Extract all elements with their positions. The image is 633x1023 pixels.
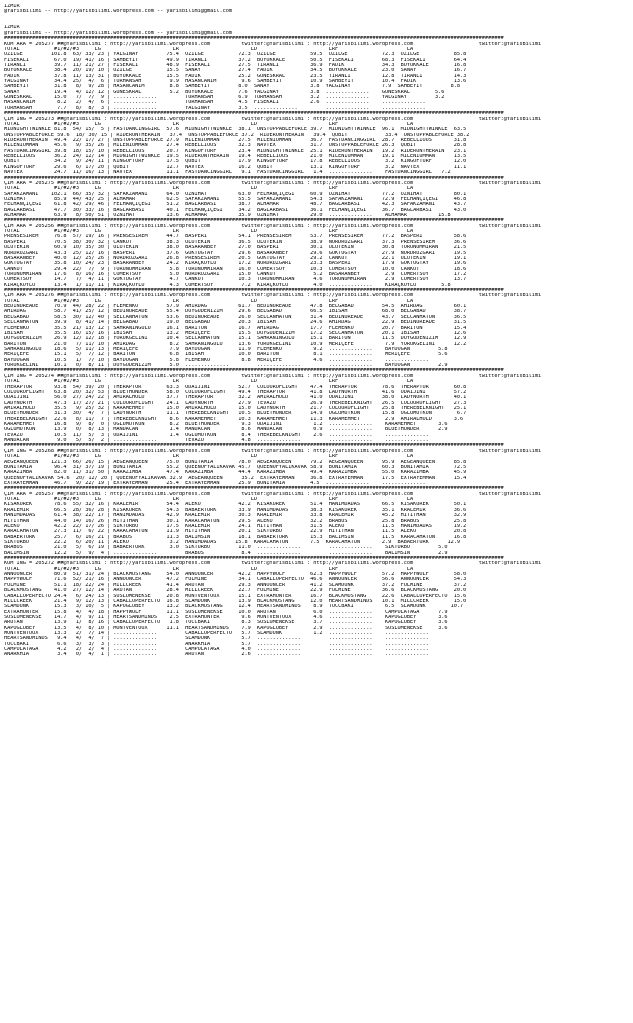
race-block: [4, 288, 633, 368]
horse-row: GÖKTUGTAY 35.8 10/ 24/ 23 | BASARANBEY 24.2 KIRAÇKÖYLÜ 17.2 NORDRÜZGARI 23.3 BASPERI 17.9 GÖKTUGTAY 19.6: [4, 261, 467, 267]
credit-line: @YarisBilimi -- http://yarisbilimi.wordpress.com -- yarisbilimi@gmail.com: [4, 9, 232, 15]
horse-row: EXTRAHUNTER 15.8 4/ 4/ 18 | HAPPYWOLF 11.1 SÜSLÜMENEKSE 10.0 ARUTAN 6.0 .............. CAMPOLATAGA 7.9: [4, 609, 448, 615]
horse-row: ULUTEKIN 60.9 10/ 35/ 30 | ULUTEKIN 38.0 BASARANBEY 27.0 BASPERI 30.1 ULUTEKIN 30.8 TORUNUMMIRAN 21.5: [4, 245, 467, 251]
column-header: TOTAL #1/#2/#3 LG LR LD LRF LA: [4, 121, 414, 127]
horse-row: COLOUROFLIGHT 63.8 20/ 32/ 53 | BLUETHUNDER 58.0 COLOUROFLIGHT 49.4 THERAPTOR 41.8 LADYNORTH 41.6 ODAIJINI 57.2: [4, 389, 467, 395]
horse-row: SAHBEYIT 31.8 8/ 9/ 28 | HASANCANIM 8.8 SAHBEYIT 8.0 SANAY 3.8 YALGINAY 7.9 SAHBEYIT 8.8: [4, 84, 460, 90]
horse-row: TORUNUMMIRAN 17.6 8/ 16/ 16 | CÖMERTSOY 5.0 NORDRÜZGARI 15.0 CANKUT 5.2 BASARANBEY 2.9 CÖMERTSOY 17.2: [4, 271, 467, 277]
horse-row: BABAERTÜRK 25.7 6/ 16/ 21 | BRABUS 11.3 BALIMSIN 18.1 BABAERTÜRK 15.3 BALIMSIN 11.5 KARACAHATUN 16.8: [4, 534, 467, 540]
horse-row: SIKTURBO 22.2 6/ 20/ 11 | ALEKO 3.2 HANIMDADAS 15.8 KARACAHATUN 7.5 KARACAHATUN 2.9 BABAERTÜRK 12.9: [4, 539, 460, 545]
horse-row: ARUTAN 13.9 1/ 8/ 16 | CABALLOPERFECTO 1.8 TOCCBAKI 8.3 SÜSLÜMENEKSE 3.7 .............. KAPOGLUBEY 3.6: [4, 620, 448, 626]
horse-row: CAMPOLATAGA 4.2 2/ 2/ 4 | .............. CAMPOLATAGA 4.0 .............. .............. ..............: [4, 647, 429, 653]
horse-row: BASPERI 70.5 38/ 30/ 32 | CANKUT 38.3 ULUTEKIN 36.5 ULUTEKIN 38.9 NORDRÜZGARI 37.3 PRENSESIREM 36.6: [4, 239, 467, 245]
horse-row: MIDNIGHTTWINKLE 81.8 54/ 15/ 5 | FASTDANCINGGIRL 57.6 MIDNIGHTTWINKLE 38.1 UNSTOPPABLEFORCE 39.7 MIDNIGHTTWINKLE 96.1 MIDNIGHTTWINKLE 63.5: [4, 127, 467, 133]
horse-row: FLEMENKO 35.5 21/ 13/ 12 | SAHRANINGÜLÜ 16.1 BARITON 16.7 AHIRDAG 17.7 FLEMENKO 20.7 BARITON 15.4: [4, 325, 467, 331]
race-block: [4, 218, 633, 288]
horse-row: CANKUT 29.4 22/ 7/ 9 | TORUNUMMIRAN 5.8 TORUNUMMIRAN 16.0 CÖMERTSOY 10.3 CÖMERTSOY 10.0 CANKUT 18.6: [4, 266, 467, 272]
horse-row: UNSTOPPABLEFORCE 59.6 18/ 30/ 15 | RIDERONTHERAIN 37.4 UNSTOPPABLEFORCE 37.2 RIDERONTHERAIN 39.4 QUBIT 33.4 UNSTOPPABLEFORCE 38.2: [4, 132, 470, 138]
horse-row: YALGINAY 34.4 25/ 4/ 6 | TURHANSAH 9.9 HASANCANIM 9.6 SAHBEYIT 10.9 SAHBEYIT 10.4 FADIK 13.6: [4, 79, 467, 85]
horse-row: IBISAH 35.5 16/ 15/ 16 | IBISAH 13.2 MERIÇEFE 15.5 DUYGUDENIZIM 17.2 SELCANHATUN 20.1 IBISAH 12.6: [4, 330, 467, 336]
horse-row: BLUETHUNDER 31.3 30/ 4/ 7 | LADYNORTH 11.1 THEREBELKNIGHT 10.5 BLUETHUNDER 14.9 OGLUMUTKUN 15.8 OGLUMUTKUN 6.7: [4, 411, 467, 417]
horse-row: KARACAHATUN 27.3 11/ 6/ 22 | KARACAHATUN 11.9 HITITHAN 20.1 SIKTURBO 22.9 HITITHAN 11.5 ALEKO 20.8: [4, 529, 467, 535]
horse-row: SÜSLÜMENEKSE 14.7 4/ 9/ 11 | HEARTSANDMINDS 2.5 EXTRAHUNTER 9.6 MONTVENTOUX 4.6 .............. KAPOGLUBEY 3.6: [4, 614, 448, 620]
race-title: ÇIM ING = 205274 ##@YarisBilimi : http://yarisbilimi.wordpress.com twitter:@YarisBilimi : http://yarisbilimi.wordpress.com twitter:@YarisBilimi: [4, 373, 542, 379]
races-container: [4, 36, 633, 658]
horse-row: HITITHAN 44.0 14/ 16/ 26 | HITITHAN 30.1 KARACAHATUN 29.5 ALEKO 32.2 BRABUS 25.8 BRABUS 25.8: [4, 518, 467, 524]
horse-row: MILLCREEK 21.4 9/ 12/ 13 | CABALLOPERFECTO 16.8 SLAMDUNK 13.9 BLACKMUSTANG 12.0 HEARTSANDMINDS 10.1 MILLCREEK 15.0: [4, 598, 467, 604]
horse-row: QUEENOFYALIKAVAK 54.6 20/ 12/ 20 | QUEENOFYALIKAVAK 32.9 AEGEANQUEEN 35.2 EXTRAYEMMAN 36.8 EXTRAYEMMAN 17.5 EXTRAYEMMAN 15.4: [4, 475, 467, 481]
horse-row: HAPPYWOLF 71.6 52/ 21/ 16 | ANNOUNCER 47.2 FULMINE 34.1 CABALLOPERFECTO 46.6 ANNOUNCER 56.6 ANNOUNCER 54.3: [4, 577, 467, 583]
horse-row: HASANCANIM 8.2 2/ 4/ 6 | .............. TURHANSAH 4.5 FISEKALI 2.6 .............. ..............: [4, 100, 426, 106]
horse-row: BÜYÜKKALE 38.4 20/ 19/ 10 | ÖZİLGE 15.5 SANAY 27.4 FADIK 34.5 BÜYÜKKALE 23.0 SANAY 16.7: [4, 68, 467, 74]
horse-row: TOCCBAKI 6.6 3/ 3/ 3 | .............. ANARKHIA 5.7 .............. .............. ..............: [4, 641, 429, 647]
horse-row: CABALLOPERFECTO 24.4 6/ 24/ 13 | SÜSLÜMENEKSE 20.8 MONTVENTOUX 15.1 EXTRAHUNTER 16.7 BLACKMUSTANG 22.6 CABALLOPERFECTO 15.6: [4, 593, 467, 599]
horse-row: MANDACAN 9.0 5/ 5/ 2 | .............. TEVAZU 4.8 .............. .............. ..............: [4, 438, 429, 444]
horse-row: FASTDANCINGGIRL 39.8 18/ 15/ 10 | REBELLIOUS 20.7 KINGOFTURF 23.4 MIDNIGHTTWINKLE 25.1 RIDERONTHERAIN 19.2 RIDERONTHERAIN 23.1: [4, 148, 467, 154]
horse-row: KAPOGLUBEY 13.5 4/ 8/ 10 | MONTVENTOUX 11.1 HEARTSANDMINDS 7.9 KAPOGLUBEY 2.9 .............. SÜSLÜMENEKSE 3.6: [4, 625, 448, 631]
horse-row: TURHANSAH 7.7 8/ 8/ 3 | .............. YALGINAY 3.5 .............. .............. ..............: [4, 105, 426, 111]
race-title: ÇIM ING = 205273 ##@YarisBilimi : http://yarisbilimi.wordpress.com twitter:@YarisBilimi : http://yarisbilimi.wordpress.com twitter:@YarisBilimi: [4, 116, 542, 122]
horse-row: NAVTEX 24.7 11/ 16/ 13 | NAVTEX 11.1 FASTDANCINGGIRL 9.1 FASTDANCINGGIRL 1.4 .............. FASTDANCINGGIRL 7.2: [4, 170, 451, 176]
horse-row: SLAMDUNK 15.3 3/ 10/ 5 | KAPOGLUBEY 13.2 BLACKMUSTANG 12.4 HEARTSANDMINDS 8.9 TOCCBAKI 6.5 SLAMDUNK 10.7: [4, 604, 464, 610]
column-header: TOTAL #1/#2/#3 LG LR LD LRF LA: [4, 566, 414, 572]
column-header: TOTAL #1/#2/#3 LG LR LD LRF LA: [4, 46, 414, 52]
horse-row: BAGLARBASI 47.7 30/ 33/ 16 | BAGLARBASI 40.1 FELHANÇIÇEGI 34.2 BAGLARBASI 36.1 FELHANÇIÇEGI 36.7 BAGLARBASI 43.0: [4, 207, 467, 213]
race-block: [4, 36, 633, 111]
city-name: İZMİR: [4, 25, 20, 31]
horse-row: SANAY 19.4 4/ 12/ 12 | GÜNESKRAL 5.2 BÜYÜKKALE 7.6 YALGINAY 3.8 .............. GÜNESKRAL 5.6: [4, 89, 445, 95]
horse-row: SAFAKZAMANI 102.1 66/ 35/ 32 | SAFAKZAMANI 64.0 ÖZNIHAT 63.0 FELHANÇIÇEGI 60.9 ÖZNIHAT 77.2 ÖZNIHAT 80.1: [4, 191, 467, 197]
horse-row: FADIK 37.8 11/ 13/ 31 | BÜYÜKKALE 15.5 FADIK 25.2 GÜNESKRAL 23.5 TIRANLI 12.8 TIRANLI 14.3: [4, 73, 467, 79]
horse-row: KISAKÜREK 78.6 55/ 32/ 16 | KRALEMIR 54.4 ALEKO 42.2 KISAKÜREK 51.4 HANIMDADAS 66.5 KISAKÜREK 50.1: [4, 502, 467, 508]
horse-row: AHIRDAG 58.7 41/ 25/ 12 | BEDINUREADE 55.4 DUYGUDENIZIM 29.6 BELGABAD 66.5 IBISAH 68.0 BELGABAD 38.7: [4, 309, 467, 315]
horse-row: KINGOFTURF 29.6 6/ 17/ 20 | QUBIT 12.7 NAVTEX 16.2 QUBIT 13.1 KINGOFTURF 3.2 NAVTEX 11.1: [4, 164, 467, 170]
credit-line: @YarisBilimi -- http://yarisbilimi.wordpress.com -- yarisbilimi@gmail.com: [4, 30, 232, 36]
horse-row: PRENSESIREM 76.8 57/ 19/ 16 | PRENSESIREM 44.7 BASPERI 54.1 PRENSESIREM 53.7 PRENSESIREM 77.2 BASPERI 58.6: [4, 234, 467, 240]
horse-row: BEDINUREADE 70.9 44/ 28/ 22 | FLEMENKO 57.9 AHIRDAG 61.7 BEDINUREADE 47.8 BELGABAD 54.5 AHIRDAG 60.1: [4, 304, 467, 310]
horse-row: ALEKO 42.2 22/ 17/ 26 | SIKTURBO 17.5 KRALEMIR 24.1 HITITHAN 31.5 ALEKO 11.5 HANIMDADAS 19.2: [4, 523, 467, 529]
horse-row: MERIÇEFE 15.1 5/ 7/ 12 | BARITON 6.8 IBISAH 10.0 BARITON 8.1 .............. MERIÇEFE 5.6: [4, 352, 448, 358]
horse-row: ODAIJINI 56.0 27/ 24/ 22 | AMIRALHOLD 37.7 THERAPTOR 32.2 AMIRALHOLD 41.0 ODAIJINI 38.0 LADYNORTH 40.1: [4, 395, 467, 401]
horse-row: HEARTSANDMINDS 9.4 4/ 4/ 7 | .............. SLAMDUNK 5.7 .............. .............. ..............: [4, 636, 429, 642]
horse-row: BLACKMUSTANG 41.0 27/ 12/ 14 | ARUTAN 28.4 MILLCREEK 22.7 FULMINE 22.9 FULMINE 36.6 BLACKMUSTANG 20.0: [4, 588, 467, 594]
horse-row: KRALEMIR 66.5 28/ 36/ 28 | KISAKÜREK 54.3 BABAERTÜRK 33.9 HANIMDADAS 38.3 KISAKÜREK 35.1 KRALEMIR 36.6: [4, 507, 467, 513]
horse-row: NORDRÜZGARI 43.3 25/ 12/ 16 | BASPERI 37.6 GÖKTUGTAY 29.6 BASARANBEY 29.6 GÖKTUGTAY 27.9 NORDRÜZGARI 19.5: [4, 250, 467, 256]
race-block: [4, 368, 633, 443]
race-block: [4, 443, 633, 486]
horse-row: FELHANÇIÇEGI 61.8 42/ 29/ 46 | FELHANÇIÇEGI 51.2 BAGLARBASI 38.7 ALHAMAR 48.7 BAGLARBASI 42.3 SAFAKZAMANI 43.7: [4, 202, 467, 208]
horse-row: THERAPTOR 93.8 54/ 39/ 20 | THERAPTOR 63.3 ODAIJINI 52.7 COLOUROFLIGHT 47.4 THERAPTOR 78.6 THERAPTOR 60.8: [4, 384, 467, 390]
horse-row: ANARKHIA 3.4 0/ 4/ 1 | .............. ARUTAN 2.6 .............. .............. ..............: [4, 652, 429, 658]
horse-row: BALIMSIN 12.2 5/ 9/ 4 | .............. BRABUS 8.4 .............. .............. BALIMSIN 2.9: [4, 550, 448, 556]
horse-row: EXTRAYEMMAN 46.7 9/ 22/ 19 | EXTRAYEMMAN 25.4 EXTRAYEMMAN 25.9 BONITAMIA 4.5 .............. ..............: [4, 480, 426, 486]
race-title: KUM ING = 205272 ##@YarisBilimi : http://yarisbilimi.wordpress.com twitter:@YarisBilimi : http://yarisbilimi.wordpress.com twitter:@YarisBilimi: [4, 561, 542, 567]
horse-row: BAYDOGAN 10.5 1/ 7/ 10 | BAYDOGAN 5.8 FLEMENKO 8.8 MERIÇEFE 4.6 .............. ..............: [4, 357, 429, 363]
race-title: ÇIM ARA = 205276 ##@YarisBilimi : http://yarisbilimi.wordpress.com twitter:@YarisBilimi : http://yarisbilimi.wordpress.com twitter:@YarisBilimi: [4, 293, 542, 299]
horse-row: REBELLIOUS 36.2 24/ 12/ 14 | MIDNIGHTTWINKLE 19.5 RIDERONTHERAIN 19.4 REBELLIOUS 21.0 MILENIUMMAN 19.1 MILENIUMMAN 13.5: [4, 154, 467, 160]
horse-row: DUYGUDENIZIM 26.9 12/ 12/ 18 | YÖRÜKGELINI 10.4 SELCANHATUN 15.1 SAHRANINGÜLÜ 15.1 BARITON 11.5 DUYGUDENIZIM 12.9: [4, 336, 467, 342]
horse-row: OGLUMUTKUN 13.9 0/ 8/ 13 | MANDACAN 1.4 MANDACAN 8.6 MANDACAN 0.9 .............. BLUETHUNDER 2.9: [4, 427, 448, 433]
horse-row: SAHRANINGÜLÜ 18.6 5/ 11/ 13 | MERIÇEFE 7.9 BAYDOGAN 11.9 FLEMENKO 9.2 .............. BAYDOGAN 5.8: [4, 347, 448, 352]
race-block: [4, 556, 633, 658]
horse-row: TIRANLI 39.7 11/ 21/ 27 | FISEKALI 48.9 FISEKALI 27.5 TIRANLI 36.9 FADIK 34.3 BÜYÜKKALE 16.8: [4, 62, 467, 68]
horse-row: RIDERONTHERAIN 49.4 22/ 17/ 27 | UNSTOPPABLEFORCE 27.9 MILENIUMMAN 27.5 MILENIUMMAN 36.7 FASTDANCINGGIRL 28.7 REBELLIOUS 31.8: [4, 137, 467, 143]
horse-row: MONTVENTOUX 13.3 2/ 7/ 14 | .............. CABALLOPERFECTO 5.7 SLAMDUNK 1.2 .............. ..............: [4, 631, 429, 637]
column-header: TOTAL #1/#2/#3 LG LR LD LRF LA: [4, 186, 414, 192]
horse-row: CÖMERTSOY 14.7 7/ 4/ 11 | GÖKTUGTAY 4.7 CANKUT 10.3 TORUNUMMIRAN 4.6 TORUNUMMIRAN 2.9 CÖMERTSOY 13.7: [4, 277, 467, 283]
column-header: TOTAL #1/#2/#3 LG LR LD LRF LA: [4, 229, 414, 235]
horse-row: FISEKALI 67.0 19/ 41/ 16 | SAHBEYIT 49.9 TIRANLI 37.2 BÜYÜKKALE 50.5 FISEKALI 68.3 FISEKALI 64.4: [4, 57, 467, 63]
race-title: KUM ARA = 205277 ##@YarisBilimi : http://yarisbilimi.wordpress.com twitter:@YarisBilimi : http://yarisbilimi.wordpress.com twitter:@YarisBilimi: [4, 41, 542, 47]
horse-row: AMIRALHOLD 35.5 9/ 25/ 32 | KARAMEHMET 15.0 AMIRALHOLD 15.0 LADYNORTH 21.7 COLOUROFLIGHT 25.8 THEREBELKNIGHT 25.1: [4, 405, 467, 411]
column-header: TOTAL #1/#2/#3 LG LR LD LRF LA: [4, 454, 414, 460]
race-block: [4, 486, 633, 556]
race-title: ÇIM ING = 205268 ##@YarisBilimi : http://yarisbilimi.wordpress.com twitter:@YarisBilimi : http://yarisbilimi.wordpress.com twitter:@YarisBilimi: [4, 448, 542, 454]
horse-row: BONITAMIA 96.4 31/ 37/ 19 | BONITAMIA 55.2 QUEENOFYALIKAVAK 45.7 QUEENOFYALIKAVAK 58.9 BONITAMIA 60.3 BONITAMIA 72.5: [4, 464, 467, 470]
race-title: ÇIM ARA = 205257 ##@YarisBilimi : http://yarisbilimi.wordpress.com twitter:@YarisBilimi : http://yarisbilimi.wordpress.com twitter:@YarisBilimi: [4, 491, 542, 497]
horse-row: BELGABAD 58.5 30/ 12/ 40 | SELCANHATUN 53.6 BEDINUREADE 26.0 SELCANHATUN 31.4 BEDINUREADE 43.7 SELCANHATUN 36.5: [4, 314, 467, 320]
horse-row: KARAMEHMET 16.8 9/ 8/ 0 | OGLUMUTKUN 8.2 BLUETHUNDER 9.3 ODAIJINI 1.2 .............. KARAMEHMET 3.6: [4, 422, 448, 428]
horse-row: KIRAÇKÖYLÜ 13.4 1/ 11/ 11 | KIRAÇKÖYLÜ 4.3 CÖMERTSOY 7.2 KIRAÇKÖYLÜ 4.0 .............. KIRAÇKÖYLÜ 5.8: [4, 282, 451, 288]
race-block: [4, 111, 633, 175]
column-header: TOTAL #1/#2/#3 LG LR LD LRF LA: [4, 497, 414, 503]
horse-row: BARITON 21.0 7/ 11/ 10 | AHIRDAG 8.2 SAHRANINGÜLÜ 13.6 YÖRÜKGELINI 10.9 MERIÇEFE 7.9 YÖRÜKGELINI 12.2: [4, 341, 467, 347]
race-title: ÇIM ARA = 205275 ##@YarisBilimi : http://yarisbilimi.wordpress.com twitter:@YarisBilimi : http://yarisbilimi.wordpress.com twitter:@YarisBilimi: [4, 180, 542, 186]
horse-row: AEGEANQUEEN 121.3 66/ 26/ 15 | AEGEANQUEEN 75.0 BONITAMIA 78.0 AEGEANQUEEN 79.2 AEGEANQUEEN 95.9 AEGEANQUEEN 85.8: [4, 459, 467, 465]
horse-row: QUBIT 34.2 9/ 24/ 11 | KINGOFTURF 17.5 QUBIT 17.9 KINGOFTURF 17.8 REBELLIOUS 3.2 KINGOFTURF 12.0: [4, 159, 467, 165]
horse-row: ALHAMAR 63.9 8/ 50/ 51 | ÖZNIHAT 13.6 ALHAMAR 35.9 ÖZNIHAT 29.0 .............. ALHAMAR 15.8: [4, 213, 451, 219]
horse-row: BRABUS 21.0 5/ 6/ 19 | BABAERTÜRK 3.0 SIKTURBO 11.0 .............. .............. SIKTURBO 5.0: [4, 545, 448, 551]
race-block: [4, 176, 633, 219]
horse-row: SELCANHATUN 39.9 8/ 41/ 14 | BELGABAD 19.0 BELGABAD 20.3 IBISAH 24.6 AHIRDAG 22.9 BEDINUREADE 31.5: [4, 320, 467, 326]
horse-row: THEREBELKNIGHT 22.6 8/ 11/ 7 | THEREBELKNIGHT 8.6 KARAMEHMET 10.3 KARAMEHMET 11.3 KARAMEHMET 2.9 AMIRALHOLD 3.6: [4, 416, 464, 422]
horse-row: HANIMDADAS 61.4 38/ 22/ 17 | HANIMDADAS 42.9 KRALEMIR 30.3 KRALEMIR 33.8 KRALEMIR 45.2 HITITHAN 32.9: [4, 513, 467, 519]
column-header: TOTAL #1/#2/#3 LG LR LD LRF LA: [4, 298, 414, 304]
horse-row: TEVAZU 10.5 11/ 5/ 3 | ODAIJINI 1.4 OGLUMUTKUN 8.4 THEREBELKNIGHT 2.6 .............. ..............: [4, 432, 429, 438]
horse-row: KARAZIMBA 82.0 11/ 31/ 50 | KARAZIMBA 47.4 KARAZIMBA 44.4 KARAZIMBA 49.4 KARAZIMBA 55.0 KARAZIMBA 45.9: [4, 470, 467, 476]
horse-row: ANNOUNCER 80.9 51/ 31/ 24 | BLACKMUSTANG 54.0 ANNOUNCER 42.2 HAPPYWOLF 62.3 HAPPYWOLF 57.2 HAPPYWOLF 58.0: [4, 572, 467, 578]
horse-row: ÖZNIHAT 85.9 44/ 43/ 25 | ALHAMAR 62.5 SAFAKZAMANI 55.5 SAFAKZAMANI 54.3 SAFAKZAMANI 72.9 FELHANÇIÇEGI 46.8: [4, 196, 467, 202]
horse-row: YÖRÜKGELINI 10.1 0/ 8/ 11 | DUYGUDENIZIM 5.0 .............. .............. .............. BAYDOGAN 2.9: [4, 363, 448, 369]
horse-row: LADYNORTH 47.3 17/ 27/ 21 | COLOUROFLIGHT 24.1 LADYNORTH 27.9 TEVAZU 26.9 THEREBELKNIGHT 26.5 COLOUROFLIGHT 27.3: [4, 400, 467, 406]
city-name: İZMİR: [4, 4, 20, 9]
horse-row: FULMINE 51.1 18/ 22/ 24 | MILLCREEK 41.4 ARUTAN 29.3 ANNOUNCER 41.2 SLAMDUNK 37.2 FULMINE 37.2: [4, 582, 467, 588]
horse-row: BASARANBEY 40.0 12/ 25/ 26 | NORDRÜZGARI 26.8 PRENSESIREM 20.5 GÖKTUGTAY 29.2 CANKUT 22.1 ULUTEKIN 19.1: [4, 255, 467, 261]
race-title: ÇIM ARA = 205256 ##@YarisBilimi : http://yarisbilimi.wordpress.com twitter:@YarisBilimi : http://yarisbilimi.wordpress.com twitter:@YarisBilimi: [4, 223, 542, 229]
horse-row: GÜNESKRAL 15.0 7/ 7/ 9 | .............. TURHANSAH 6.9 TURHANSAH 3.2 .............. YALGINAY 3.2: [4, 95, 445, 101]
horse-row: ÖZİLGE 101.8 63/ 33/ 23 | YALGINAY 75.4 ÖZİLGE 72.3 ÖZİLGE 59.5 ÖZİLGE 72.3 ÖZİLGE 85.8: [4, 52, 467, 58]
horse-row: MILENIUMMAN 45.6 9/ 35/ 26 | MILENIUMMAN 27.4 REBELLIOUS 32.3 NAVTEX 31.7 UNSTOPPABLEFORCE 26.3 QUBIT 28.8: [4, 143, 467, 149]
column-header: TOTAL #1/#2/#3 LG LR LD LRF LA: [4, 379, 414, 385]
